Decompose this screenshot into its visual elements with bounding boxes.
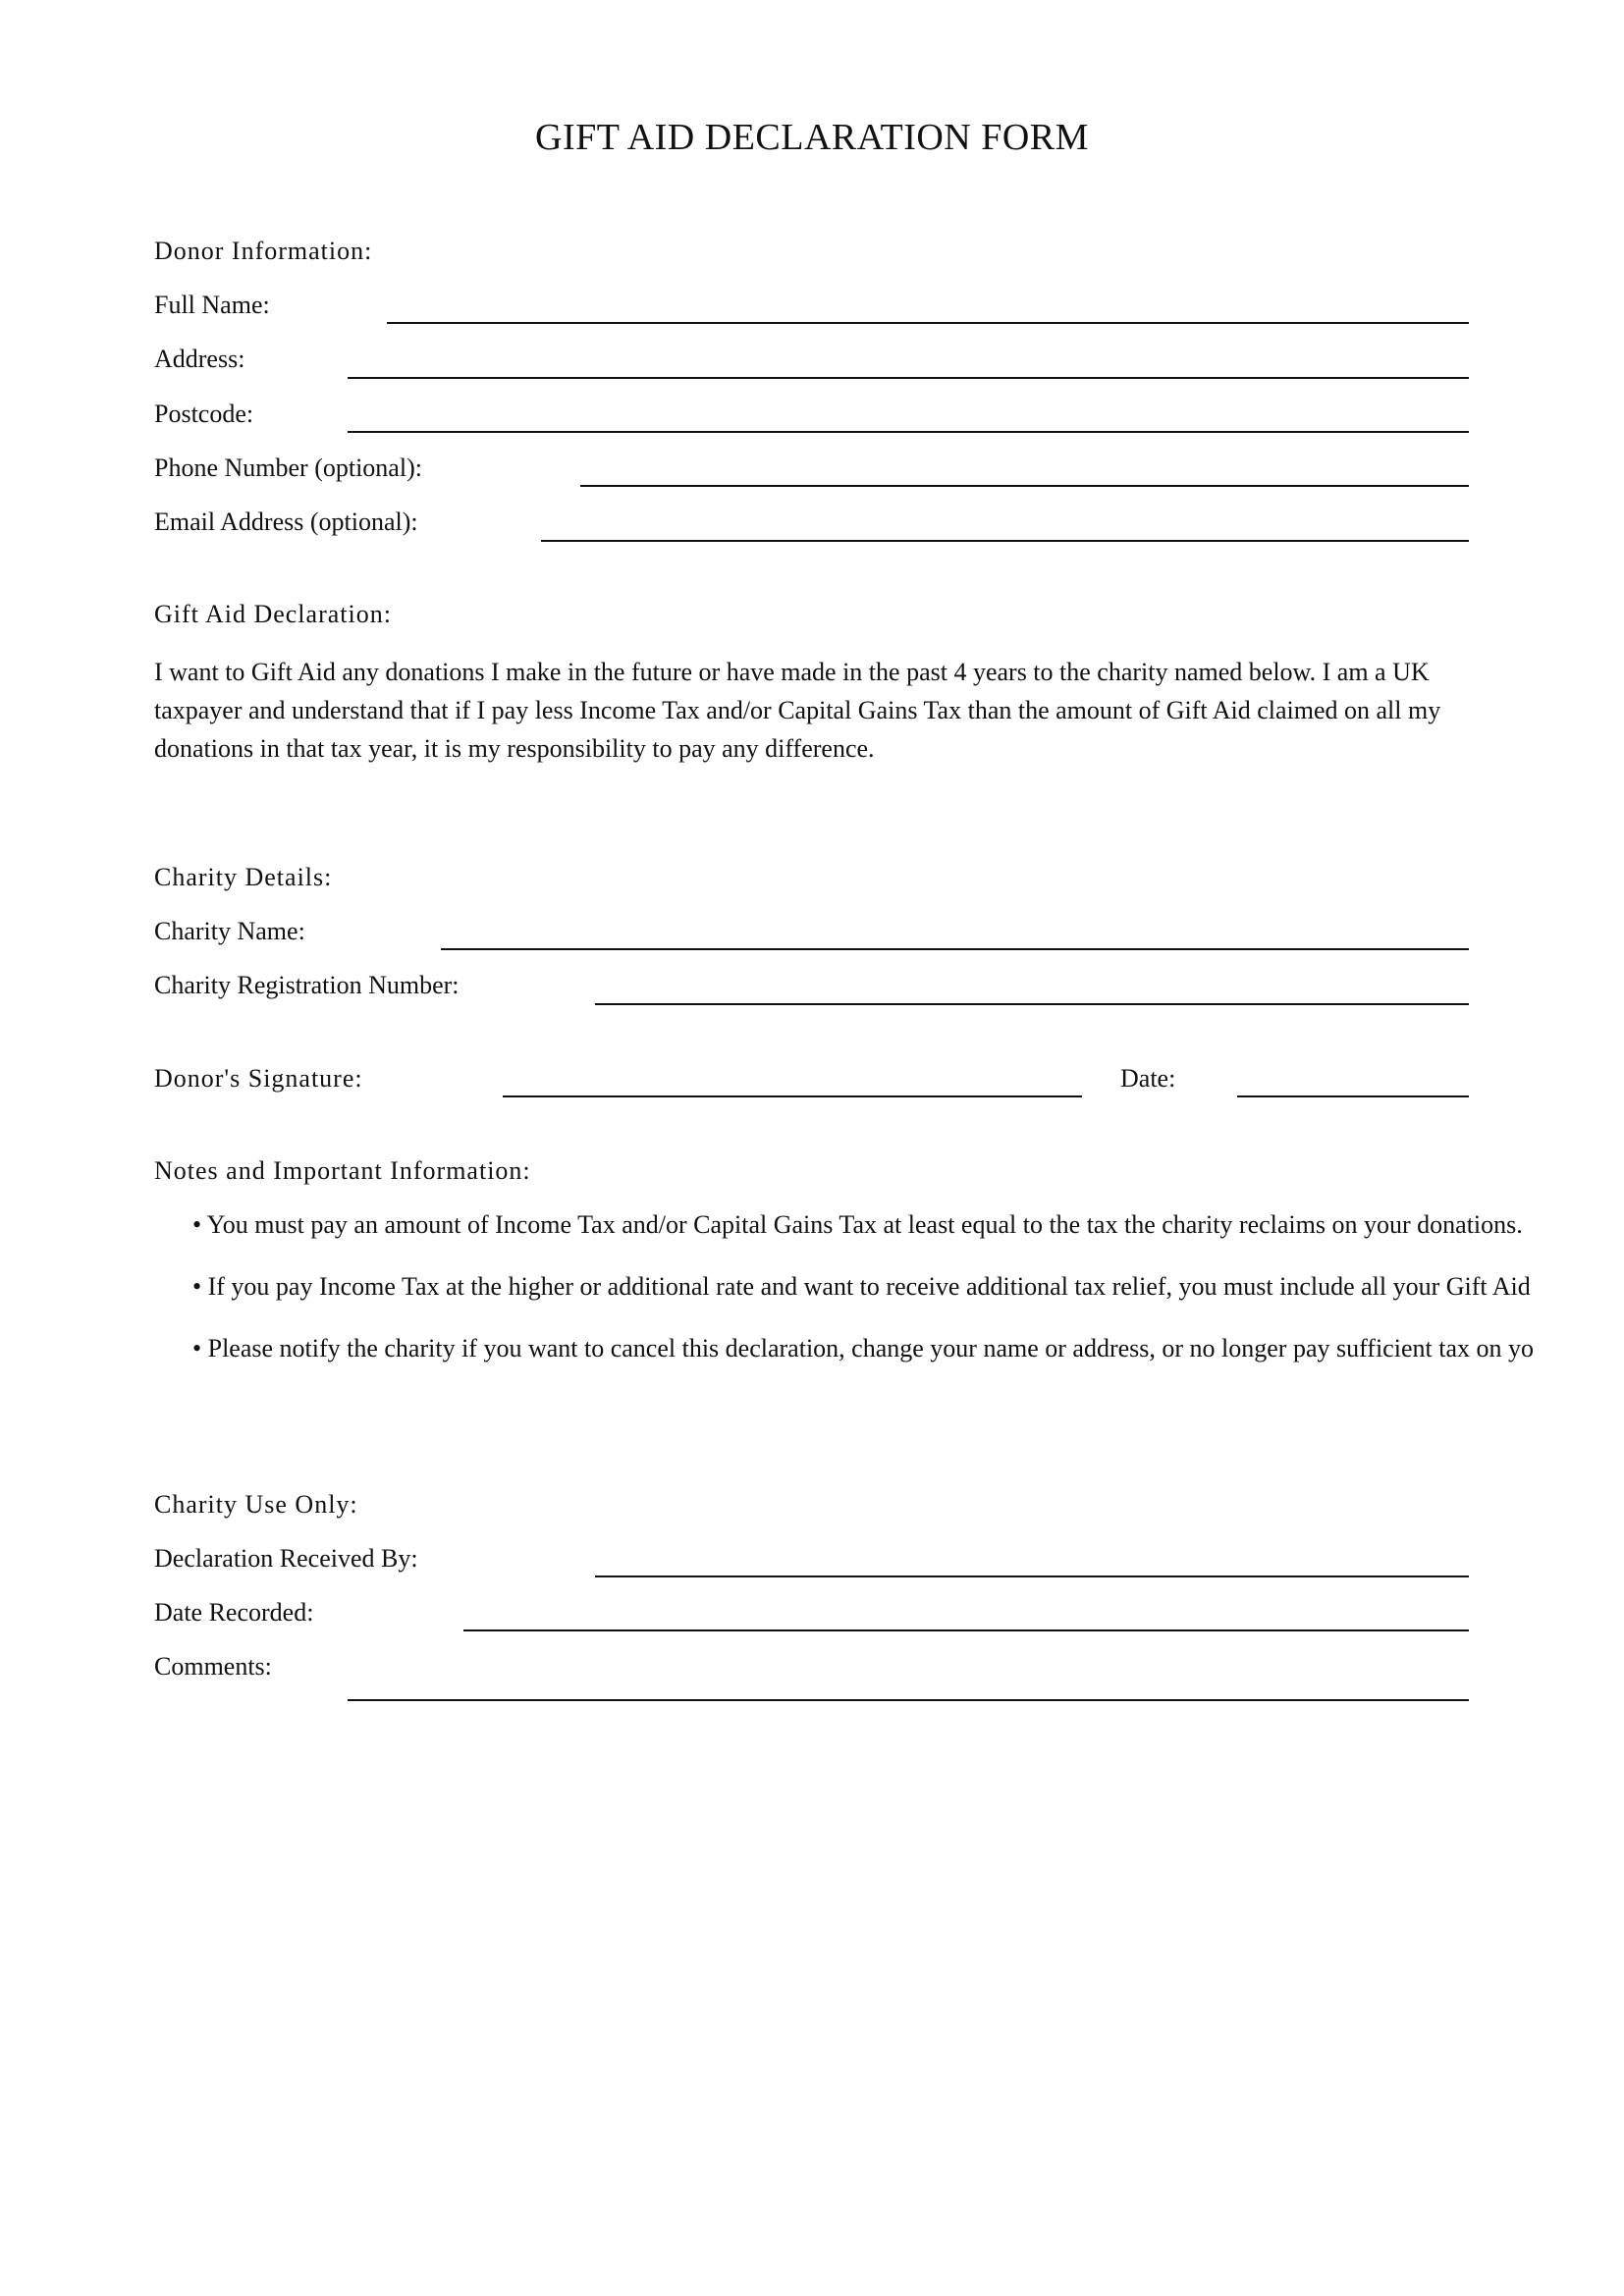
date-recorded-field[interactable] [463,1629,1469,1631]
postcode-field[interactable] [348,431,1469,433]
charity-name-label: Charity Name: [154,917,305,945]
charity-registration-field[interactable] [595,1003,1469,1005]
donor-signature-label: Donor's Signature: [154,1064,363,1093]
donor-information-heading: Donor Information: [154,237,373,265]
declaration-text: I want to Gift Aid any donations I make in the future or have made in the past 4 years to the charity named below. I am a UK taxpayer and understand that if I pay less Income Tax and/or Capital Gains Tax than the amount of Gift Aid claimed on all my donations in that tax year, it is my responsibility to pay any difference. [154,658,1441,763]
charity-name-field[interactable] [441,948,1469,950]
charity-use-only-heading: Charity Use Only: [154,1490,358,1519]
notes-heading: Notes and Important Information: [154,1156,531,1185]
charity-registration-label: Charity Registration Number: [154,971,460,999]
gift-aid-declaration-heading: Gift Aid Declaration: [154,600,392,628]
date-field[interactable] [1237,1095,1469,1097]
address-field[interactable] [348,377,1469,379]
page-title: GIFT AID DECLARATION FORM [535,117,1089,158]
donor-signature-field[interactable] [503,1095,1082,1097]
postcode-label: Postcode: [154,400,254,428]
phone-field[interactable] [580,485,1469,487]
full-name-label: Full Name: [154,291,270,319]
declaration-received-by-label: Declaration Received By: [154,1544,418,1573]
charity-details-heading: Charity Details: [154,863,333,891]
declaration-received-by-field[interactable] [595,1575,1469,1577]
address-label: Address: [154,345,245,373]
date-label: Date: [1120,1064,1176,1093]
phone-label: Phone Number (optional): [154,454,422,482]
note-item: • If you pay Income Tax at the higher or additional rate and want to receive additional tax relief, you must include all your Gift Aid [192,1272,1531,1301]
email-field[interactable] [541,540,1469,542]
note-item: • You must pay an amount of Income Tax and/or Capital Gains Tax at least equal to the tax the charity reclaims on your donations. [192,1210,1523,1239]
full-name-field[interactable] [387,322,1469,324]
date-recorded-label: Date Recorded: [154,1598,314,1627]
comments-field[interactable] [348,1699,1469,1701]
comments-label: Comments: [154,1652,272,1681]
note-item: • Please notify the charity if you want to cancel this declaration, change your name or address, or no longer pay sufficient tax on yo [192,1334,1534,1362]
email-label: Email Address (optional): [154,507,418,536]
